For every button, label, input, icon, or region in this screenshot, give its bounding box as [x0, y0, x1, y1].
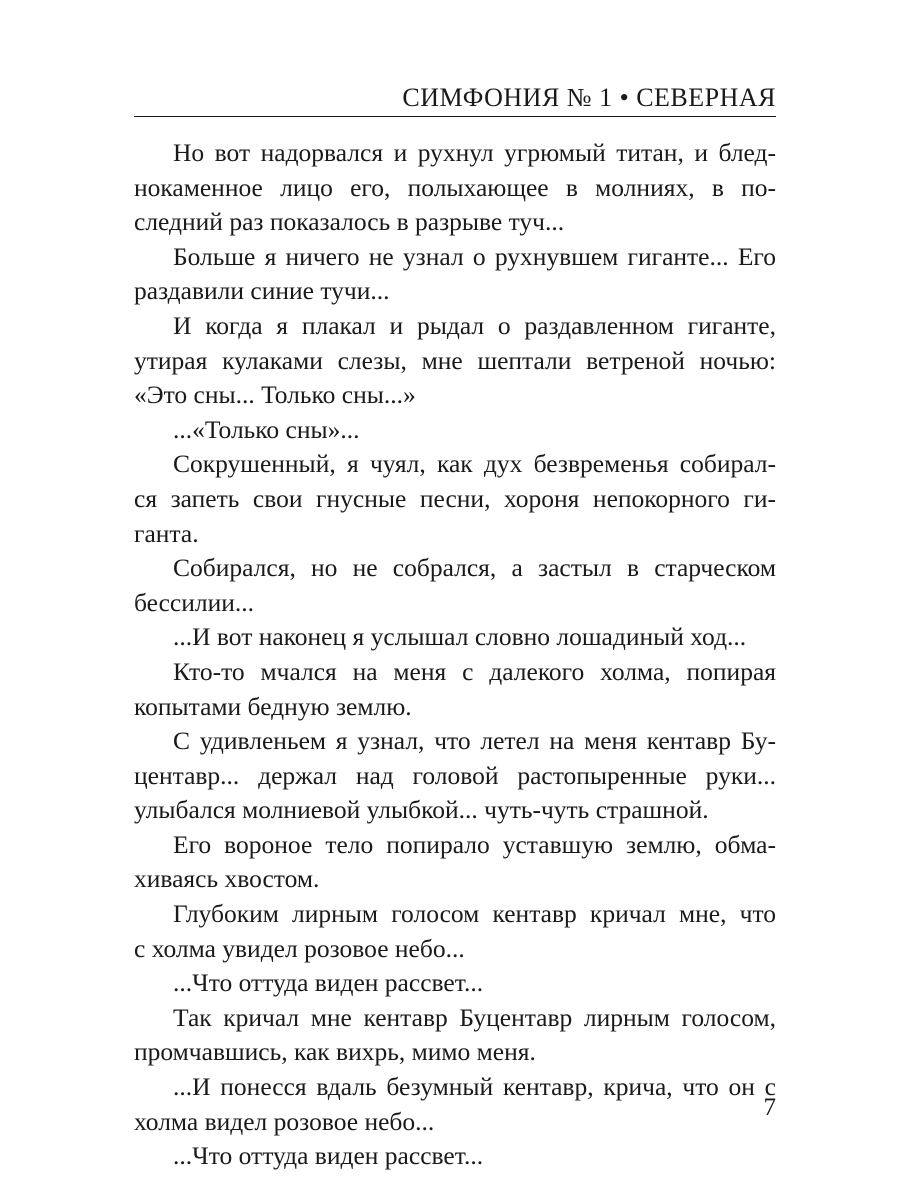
paragraph	[134, 1139, 776, 1174]
paragraph	[134, 413, 776, 448]
text-line: утирая кулаками слезы, мне шептали ветреной ночью:	[134, 345, 776, 375]
text-line: с холма увидел розовое небо...	[134, 933, 465, 963]
text-line: следний раз показалось в разрыве туч...	[134, 207, 565, 237]
text-line: центавр... держал над головой растопыренные руки...	[134, 760, 776, 790]
text-line: ся запеть свои гнусные песни, хороня непокорного ги-	[134, 483, 776, 513]
paragraph	[134, 447, 776, 551]
paragraph	[134, 1070, 776, 1139]
text-line: копытами бедную землю.	[134, 691, 412, 721]
paragraph	[134, 620, 776, 655]
text-line: «Это сны... Только сны...»	[134, 380, 416, 410]
text-line: хиваясь хвостом.	[134, 864, 320, 894]
paragraph	[134, 136, 776, 240]
paragraph	[134, 1001, 776, 1070]
paragraph	[134, 655, 776, 724]
text-line: Так кричал мне кентавр Буцентавр лирным голосом,	[173, 1002, 776, 1032]
header-rule	[134, 116, 776, 117]
text-line: ...Что оттуда виден рассвет...	[173, 968, 484, 998]
text-line: ...И вот наконец я услышал словно лошадиный ход...	[173, 622, 747, 652]
text-line: ганта.	[134, 518, 199, 548]
paragraph	[134, 724, 776, 828]
text-line: Но вот надорвался и рухнул угрюмый титан, и блед-	[173, 138, 776, 167]
text-line: ...«Только сны»...	[173, 414, 360, 444]
text-line: ...Что оттуда виден рассвет...	[173, 1141, 484, 1171]
paragraph	[134, 240, 776, 309]
text-line: С удивленьем я узнал, что летел на меня кентавр Бу-	[173, 726, 776, 756]
text-line: Сокрушенный, я чуял, как дух безвременья собирал-	[173, 449, 776, 479]
paragraph	[134, 309, 776, 413]
paragraph	[134, 551, 776, 620]
text-line: промчавшись, как вихрь, мимо меня.	[134, 1037, 536, 1067]
text-line: нокаменное лицо его, полыхающее в молниях, в по-	[134, 172, 776, 202]
text-line: ...И понесся вдаль безумный кентавр, крича, что он с	[173, 1072, 776, 1102]
text-line: Его вороное тело попирало уставшую землю, обма-	[173, 829, 776, 859]
page-number: 7	[763, 1094, 776, 1121]
paragraph	[134, 966, 776, 1001]
text-line: бессилии...	[134, 587, 255, 617]
text-line: раздавили синие тучи...	[134, 276, 390, 306]
text-line: И когда я плакал и рыдал о раздавленном гиганте,	[173, 310, 776, 340]
body-text	[134, 136, 776, 1174]
text-line: Кто-то мчался на меня с далекого холма, попирая	[173, 656, 776, 686]
text-line: Больше я ничего не узнал о рухнувшем гиганте... Его	[173, 241, 776, 271]
text-line: Собирался, но не собрался, а застыл в старческом	[173, 553, 776, 583]
paragraph	[134, 897, 776, 966]
paragraph	[134, 828, 776, 897]
text-line: холма видел розовое небо...	[134, 1106, 435, 1136]
text-line: Глубоким лирным голосом кентавр кричал мне, что	[173, 899, 776, 929]
running-head: СИМФОНИЯ № 1 • СЕВЕРНАЯ	[402, 83, 776, 112]
text-line: улыбался молниевой улыбкой... чуть-чуть страшной.	[134, 795, 709, 825]
